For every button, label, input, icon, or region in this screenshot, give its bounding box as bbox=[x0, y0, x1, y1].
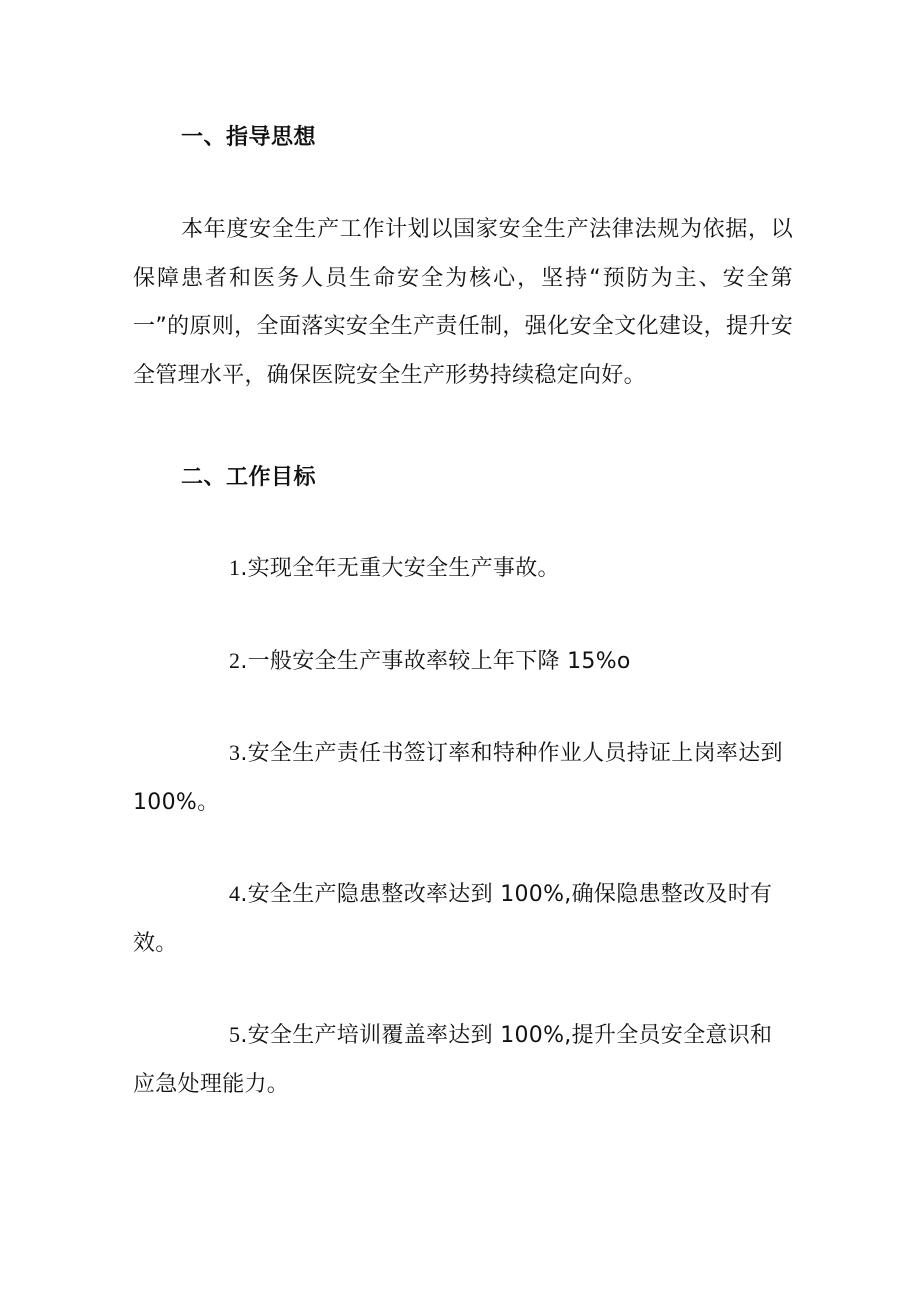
goal-number: 2 bbox=[229, 647, 241, 673]
goal-item-4 bbox=[133, 870, 793, 968]
goal-item-3 bbox=[133, 729, 793, 827]
goal-item-2 bbox=[133, 637, 793, 687]
section-heading-work-goals: 二、工作目标 bbox=[181, 465, 317, 490]
goal-text: .安全生产培训覆盖率达到 100%,提升全员安全意识和应急处理能力。 bbox=[133, 1023, 773, 1097]
goal-number: 1 bbox=[229, 555, 241, 580]
section-heading-guiding-ideology: 一、指导思想 bbox=[181, 125, 317, 150]
goal-text: .一般安全生产事故率较上年下降 15%o bbox=[240, 648, 631, 674]
goal-item-1 bbox=[133, 544, 793, 594]
guiding-ideology-paragraph: 本年度安全生产工作计划以国家安全生产法律法规为依据，以保障患者和医务人员生命安全为核心，坚持“预防为主、安全第一”的原则，全面落实安全生产责任制，强化安全文化建设，提升安全管理水平，确保医院安全生产形势持续稳定向好。 bbox=[133, 217, 793, 388]
goal-text: .安全生产隐患整改率达到 100%,确保隐患整改及时有效。 bbox=[133, 882, 773, 956]
work-goals-list bbox=[133, 544, 793, 1109]
goal-text: .安全生产责任书签订率和特种作业人员持证上岗率达到 100%。 bbox=[133, 741, 783, 815]
document-content bbox=[133, 118, 793, 1109]
goal-number: 5 bbox=[229, 1022, 241, 1047]
goal-number: 3 bbox=[229, 740, 241, 765]
goal-number: 4 bbox=[229, 881, 241, 906]
goal-text: .实现全年无重大安全生产事故。 bbox=[240, 556, 560, 581]
goal-item-5 bbox=[133, 1011, 793, 1109]
